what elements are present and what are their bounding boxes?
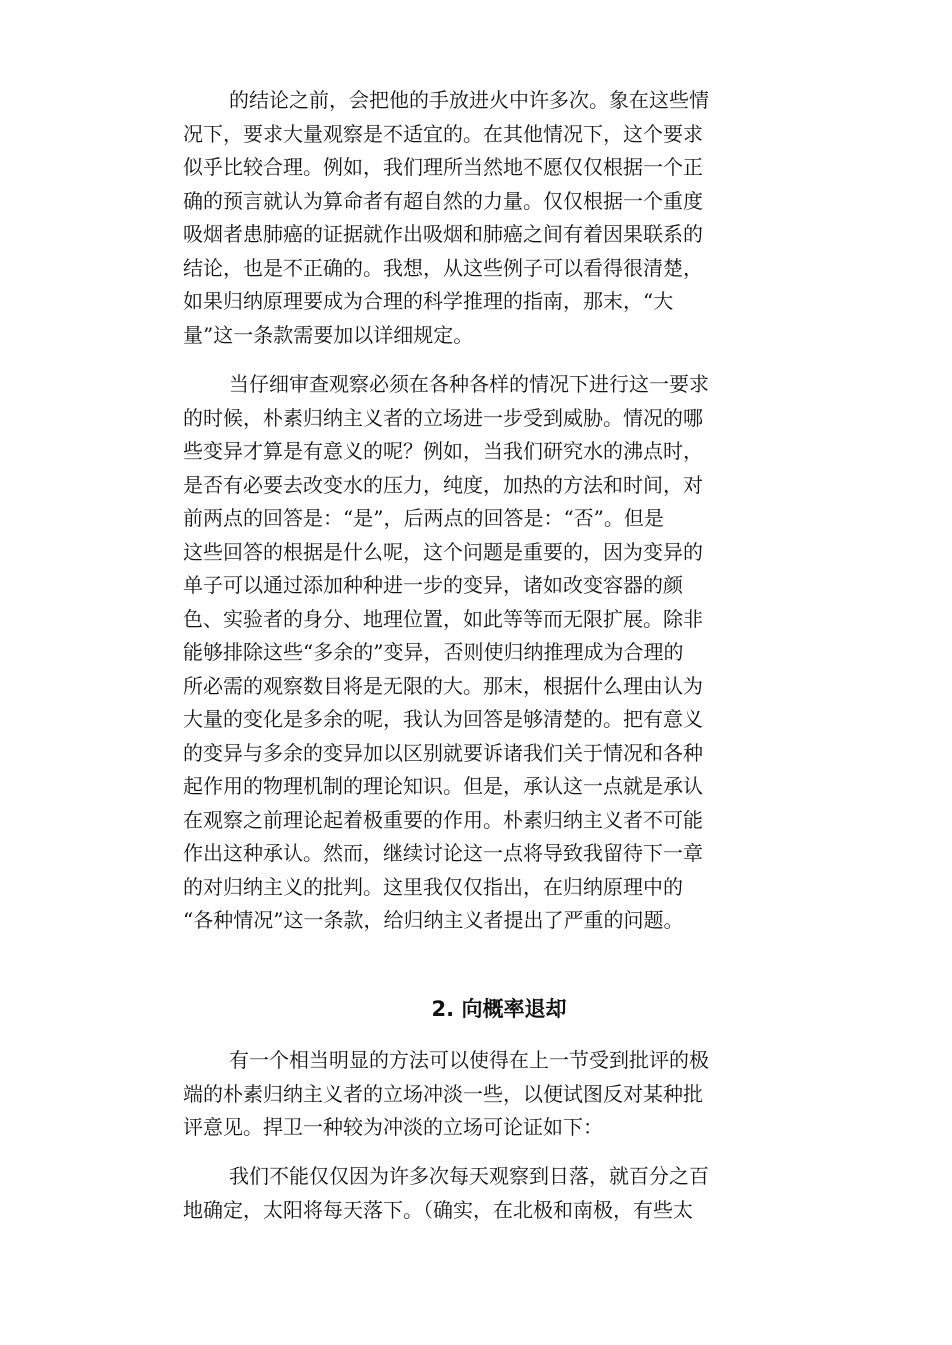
text-line: 的变异与多余的变异加以区别就要诉诸我们关于情况和各种 <box>183 740 703 765</box>
text-line: 似乎比较合理。例如，我们理所当然地不愿仅仅根据一个正 <box>183 155 703 179</box>
text-line: “各种情况”这一条款，给归纳主义者提出了严重的问题。 <box>183 908 684 932</box>
paragraph-2 <box>183 368 768 938</box>
text-line: 在观察之前理论起着极重要的作用。朴素归纳主义者不可能 <box>183 807 703 832</box>
text-line: 评意见。捍卫一种较为冲淡的立场可论证如下： <box>183 1115 603 1139</box>
text-line: 的对归纳主义的批判。这里我仅仅指出，在归纳原理中的 <box>183 874 683 899</box>
text-line: 我们不能仅仅因为许多次每天观察到日落，就百分之百 <box>229 1164 709 1188</box>
text-line: 吸烟者患肺癌的证据就作出吸烟和肺癌之间有着因果联系的 <box>183 222 703 246</box>
text-line: 色、实验者的身分、地理位置，如此等等而无限扩展。除非 <box>183 606 703 631</box>
text-line: 的结论之前，会把他的手放进火中许多次。象在这些情 <box>229 88 709 112</box>
text-line: 能够排除这些“多余的”变异，否则使归纳推理成为合理的 <box>183 640 684 664</box>
paragraph-4 <box>183 1160 768 1227</box>
text-line: 这些回答的根据是什么呢，这个问题是重要的，因为变异的 <box>183 539 703 564</box>
text-line: 量”这一条款需要加以详细规定。 <box>183 322 474 347</box>
text-line: 些变异才算是有意义的呢？例如，当我们研究水的沸点时， <box>183 439 703 463</box>
text-line: 如果归纳原理要成为合理的科学推理的指南，那末，“大 <box>183 289 674 313</box>
paragraph-1 <box>183 84 768 352</box>
text-line: 所必需的观察数目将是无限的大。那末，根据什么理由认为 <box>183 673 703 698</box>
text-line: 的时候，朴素归纳主义者的立场进一步受到威胁。情况的哪 <box>183 405 703 430</box>
text-line: 地确定，太阳将每天落下。（确实，在北极和南极，有些太 <box>183 1197 693 1222</box>
text-line: 确的预言就认为算命者有超自然的力量。仅仅根据一个重度 <box>183 188 703 213</box>
text-line: 有一个相当明显的方法可以使得在上一节受到批评的极 <box>229 1048 709 1072</box>
text-line: 前两点的回答是：“是”，后两点的回答是：“否”。但是 <box>183 506 664 530</box>
text-line: 端的朴素归纳主义者的立场冲淡一些，以便试图反对某种批 <box>183 1081 703 1106</box>
text-line: 况下，要求大量观察是不适宜的。在其他情况下，这个要求 <box>183 121 703 146</box>
text-line: 是否有必要去改变水的压力，纯度，加热的方法和时间，对 <box>183 472 703 497</box>
text-line: 大量的变化是多余的呢，我认为回答是够清楚的。把有意义 <box>183 707 703 731</box>
text-line: 当仔细审查观察必须在各种各样的情况下进行这一要求 <box>229 372 709 396</box>
text-line: 结论，也是不正确的。我想，从这些例子可以看得很清楚， <box>183 255 703 280</box>
text-line: 单子可以通过添加种种进一步的变异，诸如改变容器的颜 <box>183 573 683 597</box>
paragraph-3 <box>183 1044 768 1145</box>
section-heading: 2. 向概率退却 <box>431 997 567 1021</box>
text-line: 作出这种承认。然而，继续讨论这一点将导致我留待下一章 <box>183 841 703 865</box>
text-line: 起作用的物理机制的理论知识。但是，承认这一点就是承认 <box>183 774 703 798</box>
